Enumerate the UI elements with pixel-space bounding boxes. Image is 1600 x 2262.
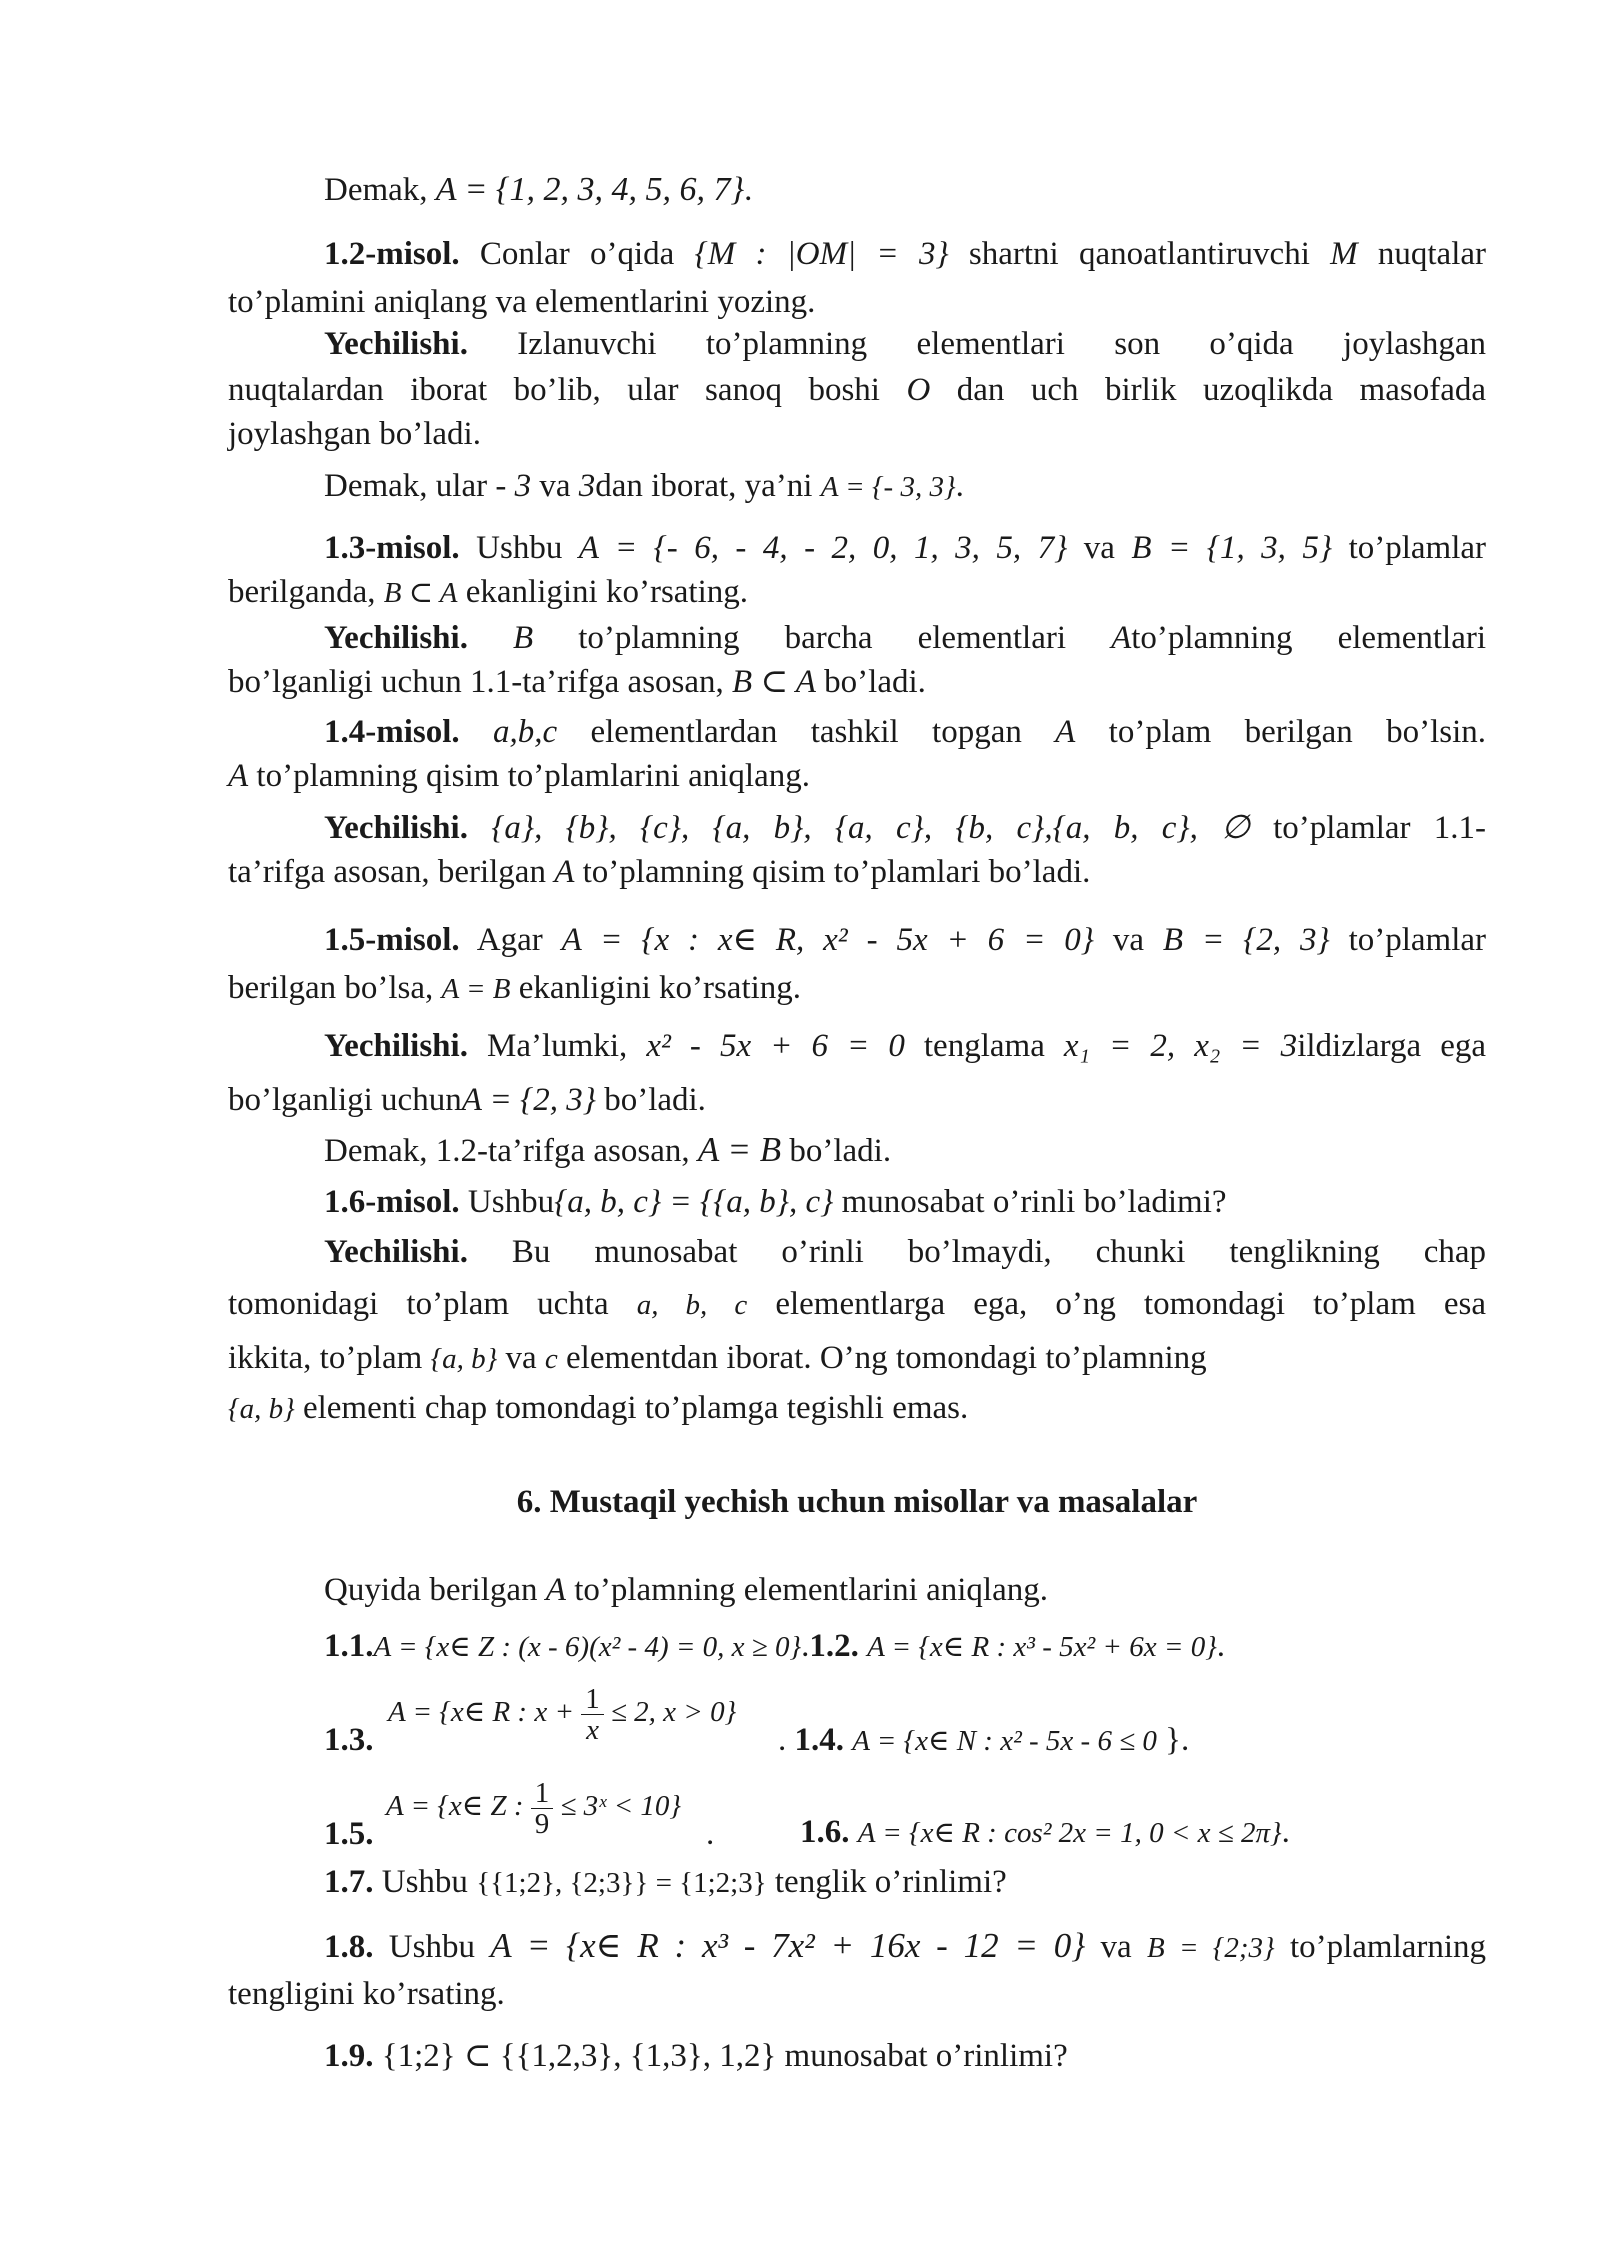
fraction-numerator: 1 [581, 1684, 604, 1715]
math-expression: A = {- 3, 3} [820, 471, 956, 503]
line-text: elementlarga ega, o’ng tomondagi to’plam esa [775, 1286, 1487, 1322]
line-text: to’plamlar [1273, 810, 1411, 846]
math-expression: A [228, 758, 249, 794]
line-text: bo’lganligi uchun 1.1-ta’rifga asosan, [228, 664, 724, 700]
example-label: 1.6-misol. [324, 1184, 460, 1220]
line-text: Ushbu [467, 1184, 555, 1220]
fraction-numerator: 1 [531, 1778, 554, 1809]
math-expression: B [513, 620, 534, 656]
line-text: ikkita, to’plam [228, 1340, 423, 1376]
line-text: dan iborat, ya’ni [595, 468, 813, 504]
line-text: ildizlarga ega [1297, 1028, 1487, 1064]
math-expression: ≤ 3ˣ < 10} [560, 1790, 682, 1823]
exercise-number: 1.6. [800, 1814, 850, 1850]
text-line [324, 1128, 1486, 1173]
exercises-intro [324, 1568, 1486, 1612]
line-text: tenglik o’rinlimi? [774, 1864, 1007, 1900]
line-text: munosabat o’rinlimi? [784, 2038, 1068, 2074]
line-text: va [539, 468, 571, 504]
line-text: }. [1165, 1722, 1190, 1758]
line-text: ekanligini ko’rsating. [465, 574, 749, 610]
line-text: Ushbu [388, 1929, 475, 1965]
line-text: to’plamning elementlarini aniqlang. [574, 1572, 1048, 1608]
math-expression: B ⊂ A [732, 664, 816, 700]
line-text: bo’lganligi uchun [228, 1082, 462, 1118]
math-expression: a,b,c [493, 714, 558, 750]
math-expression: B = {2;3} [1146, 1932, 1275, 1964]
exercise-number: 1.7. [324, 1864, 374, 1900]
line-text: Izlanuvchi to’plamning elementlari son o’qida joylashgan [517, 326, 1486, 362]
line-text: munosabat o’rinli bo’ladimi? [841, 1184, 1227, 1220]
math-expression: A = B [697, 1130, 782, 1169]
math-expression: x² - 5x + 6 = 0 [646, 1028, 905, 1064]
line-text: Demak, [324, 172, 428, 208]
line-text: to’plam berilgan bo’lsin. [1108, 714, 1487, 750]
line-text: . [778, 1722, 787, 1758]
text-line [228, 1336, 1486, 1381]
math-expression: - 3 [495, 468, 532, 504]
math-expression: A = B [441, 973, 511, 1005]
math-expression: {a, b, c} = {{a, b}, c} [554, 1184, 834, 1220]
exercise-part [706, 1812, 714, 1856]
exercise-row [324, 2034, 1486, 2078]
fraction-denominator: x [586, 1714, 599, 1746]
line-text: . [744, 172, 753, 208]
text-line [324, 1180, 1486, 1224]
math-expression: B = {2, 3} [1162, 922, 1330, 958]
math-expression: A = {x∈ Z : [386, 1790, 524, 1823]
line-text: . [706, 1816, 715, 1852]
text-line [228, 368, 1486, 412]
solution-label: Yechilishi. [324, 620, 468, 656]
text-line [228, 1386, 1486, 1431]
line-text: dan uch birlik uzoqlikda masofada [956, 372, 1486, 408]
math-expression: A = {x∈ R : x³ - 7x² + 16x - 12 = 0} [490, 1926, 1086, 1965]
text-line [228, 1078, 1486, 1122]
text-line [228, 850, 1486, 894]
text-line [324, 526, 1486, 570]
text-line [324, 616, 1486, 660]
math-expression: {1;2} ⊂ {{1,2,3}, {1,3}, 1,2} [381, 2038, 777, 2074]
line-text: to’plamlar [1348, 530, 1487, 566]
text-line [324, 168, 1486, 212]
section-title [228, 1480, 1486, 1524]
line-text: tenglama [923, 1028, 1045, 1064]
text-line [324, 710, 1486, 754]
line-text: . [1281, 1814, 1290, 1850]
line-text: Quyida berilgan [324, 1572, 538, 1608]
line-text: . [1216, 1628, 1226, 1664]
line-text: Ushbu [381, 1864, 468, 1900]
text-line [228, 570, 1486, 615]
fraction-expression [386, 1778, 681, 1839]
math-expression: B ⊂ A [383, 577, 458, 609]
text-line [324, 464, 1486, 509]
example-label: 1.2-misol. [324, 236, 460, 272]
math-expression: {a}, {b}, {c}, {a, b}, {a, c}, {b, c},{a, b, c}, ∅ [491, 810, 1250, 846]
line-text: shartni qanoatlantiruvchi [968, 236, 1310, 272]
fraction-expression [388, 1684, 736, 1745]
line-text: ta’rifga asosan, berilgan [228, 854, 546, 890]
math-expression: A = {x∈ R : x + [388, 1696, 575, 1729]
text-line [324, 232, 1486, 276]
example-label: 1.4-misol. [324, 714, 460, 750]
text-line [228, 280, 1486, 324]
solution-label: Yechilishi. [324, 326, 468, 362]
math-expression: A = {x∈ Z : (x - 6)(x² - 4) = 0, x ≥ 0} [373, 1631, 802, 1663]
math-expression: 3 [578, 468, 596, 504]
line-text: berilgan bo’lsa, [228, 970, 434, 1006]
line-text: to’plamlarning [1289, 1929, 1487, 1965]
exercise-number: 1.1. [324, 1628, 374, 1664]
math-expression: {{1;2}, {2;3}} = {1;2;3} [476, 1867, 767, 1899]
fraction-denominator: 9 [534, 1808, 550, 1840]
line-text: bo’ladi. [824, 664, 926, 700]
math-expression: A = {x∈ R : x³ - 5x² + 6x = 0} [867, 1631, 1217, 1663]
line-text: va [1083, 530, 1115, 566]
math-expression: A = {x∈ R : cos² 2x = 1, 0 < x ≤ 2π} [857, 1817, 1282, 1849]
section-title-text: 6. Mustaqil yechish uchun misollar va masalalar [516, 1484, 1198, 1520]
line-text: . [801, 1628, 810, 1664]
line-text: tengligini ko’rsating. [228, 1976, 505, 2012]
exercise-number: 1.5. [324, 1816, 374, 1852]
math-expression: A = {1, 2, 3, 4, 5, 6, 7} [435, 171, 745, 208]
text-line [228, 966, 1486, 1011]
exercise-number: 1.3. [324, 1722, 374, 1758]
text-line [324, 1230, 1486, 1274]
line-text: bo’ladi. [604, 1082, 706, 1118]
line-text: Bu munosabat o’rinli bo’lmaydi, chunki tenglikning chap [511, 1234, 1486, 1270]
math-expression: {M : |OM| = 3} [694, 236, 949, 272]
math-expression: A [1111, 620, 1132, 656]
text-line [228, 660, 1486, 704]
math-expression: A [554, 854, 575, 890]
line-text: va [1112, 922, 1144, 958]
line-text: bo’ladi. [789, 1133, 892, 1169]
exercise-row [324, 1860, 1486, 1905]
exercise-number-line [324, 1812, 374, 1856]
math-expression: {a, b} [430, 1343, 498, 1375]
line-text: to’plamlar [1348, 922, 1487, 958]
text-line [324, 1024, 1486, 1068]
exercise-part [800, 1810, 1290, 1855]
line-text: to’plamning elementlari [1131, 620, 1487, 656]
line-text: . [955, 468, 964, 504]
line-text: to’plamini aniqlang va elementlarini yozing. [228, 284, 816, 320]
text-line [228, 1972, 1486, 2016]
exercise-number: 1.9. [324, 2038, 374, 2074]
solution-label: Yechilishi. [324, 810, 468, 846]
math-expression: ≤ 2, x > 0} [611, 1696, 737, 1729]
fraction [531, 1778, 554, 1839]
line-text: va [505, 1340, 537, 1376]
solution-label: Yechilishi. [324, 1234, 468, 1270]
line-text: to’plamning qisim to’plamlarini aniqlang. [256, 758, 810, 794]
line-text: berilganda, [228, 574, 376, 610]
line-text: nuqtalardan iborat bo’lib, ular sanoq boshi [228, 372, 880, 408]
exercise-part [778, 1718, 1189, 1763]
line-text: Demak, ular [324, 468, 488, 504]
exercise-number-line [324, 1718, 374, 1762]
text-line [324, 918, 1486, 962]
line-text: elementlardan tashkil topgan [590, 714, 1022, 750]
exercise-row [324, 1924, 1486, 1970]
math-expression: A = {- 6, - 4, - 2, 0, 1, 3, 5, 7} [578, 530, 1068, 566]
math-expression: c [544, 1343, 558, 1375]
line-text: Ushbu [476, 530, 563, 566]
line-text: to’plamning barcha elementlari [578, 620, 1067, 656]
example-label: 1.3-misol. [324, 530, 460, 566]
line-text: Agar [476, 922, 543, 958]
line-text: to’plamning qisim to’plamlari bo’ladi. [582, 854, 1091, 890]
line-text: tomonidagi to’plam uchta [228, 1286, 609, 1322]
line-text: Conlar o’qida [479, 236, 675, 272]
math-expression: B = {1, 3, 5} [1131, 530, 1333, 566]
fraction [581, 1684, 604, 1745]
example-label: 1.5-misol. [324, 922, 460, 958]
line-text: elementdan iborat. O’ng tomondagi to’plamning [566, 1340, 1207, 1376]
math-expression: x₁ = 2, x₂ = 3 [1063, 1028, 1298, 1064]
math-expression: A = {x∈ N : x² - 5x - 6 ≤ 0 [852, 1725, 1157, 1757]
exercise-number: 1.8. [324, 1929, 374, 1965]
math-expression: A [1055, 714, 1076, 750]
line-text: Ma’lumki, [487, 1028, 628, 1064]
text-line [324, 806, 1486, 850]
line-text: elementi chap tomondagi to’plamga tegishli emas. [302, 1390, 969, 1426]
line-text: va [1100, 1929, 1132, 1965]
line-text: joylashgan bo’ladi. [228, 416, 481, 452]
text-line [228, 1282, 1486, 1327]
text-line [228, 754, 1486, 798]
exercise-number: 1.4. [794, 1722, 844, 1758]
math-expression: A = {x : x∈ R, x² - 5x + 6 = 0} [561, 922, 1094, 958]
line-text: nuqtalar [1377, 236, 1486, 272]
math-expression: A = {2, 3} [461, 1082, 596, 1118]
math-expression: a, b, c [636, 1289, 748, 1321]
exercise-row [324, 1624, 1486, 1669]
line-text: 1.1- [1433, 810, 1487, 846]
math-expression: M [1330, 236, 1358, 272]
solution-label: Yechilishi. [324, 1028, 468, 1064]
line-text: Demak, 1.2-ta’rifga asosan, [324, 1133, 690, 1169]
math-expression: O [906, 372, 931, 408]
line-text: ekanligini ko’rsating. [518, 970, 802, 1006]
text-line [228, 412, 1486, 456]
math-expression: {a, b} [228, 1393, 295, 1425]
exercise-number: 1.2. [809, 1628, 859, 1664]
math-expression: A [545, 1572, 566, 1608]
text-line [324, 322, 1486, 366]
